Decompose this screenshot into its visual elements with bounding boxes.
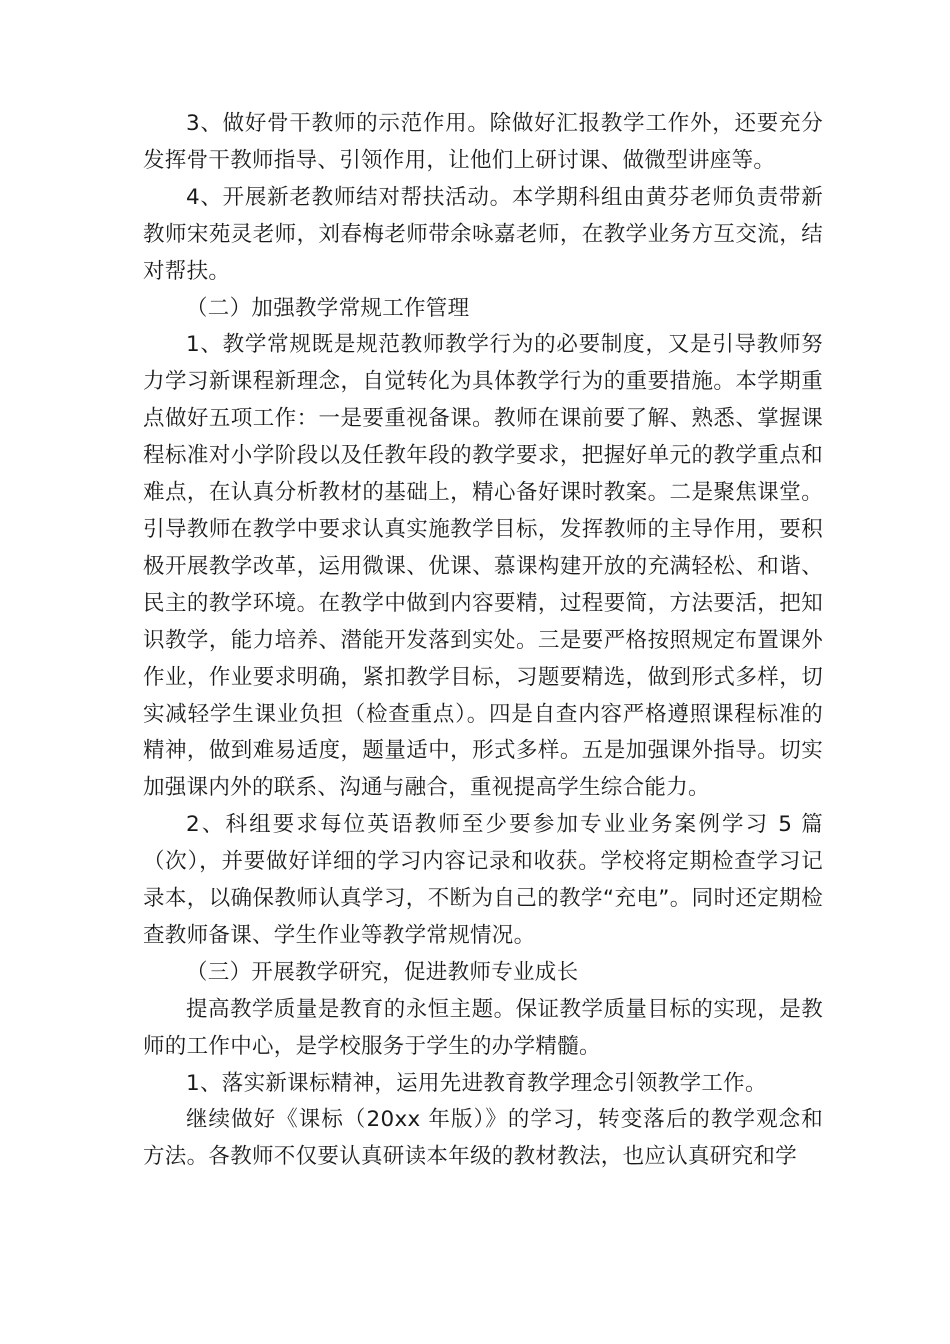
- section-heading-teaching-research: （三）开展教学研究，促进教师专业成长: [186, 959, 579, 985]
- section-heading-teaching-routine: （二）加强教学常规工作管理: [186, 295, 470, 321]
- paragraph-teaching-routine-1: 1、教学常规既是规范教师教学行为的必要制度，又是引导教师努力学习新课程新理念，自觉转化为具体教学行为的重要措施。本学期重点做好五项工作：一是要重视备课。教师在课前要了解、熟悉、掌握课程标准对小学阶段以及任教年段的教学要求，把握好单元的教学重点和难点，在认真分析教材的基础上，精心备好课时教案。二是聚焦课堂。引导教师在教学中要求认真实施教学目标，发挥教师的主导作用，要积极开展教学改革，运用微课、优课、慕课构建开放的充满轻松、和谐、民主的教学环境。在教学中做到内容要精，过程要简，方法要活，把知识教学，能力培养、潜能开发落到实处。三是要严格按照规定布置课外作业，作业要求明确，紧扣教学目标，习题要精选，做到形式多样，切实减轻学生课业负担（检查重点）。四是自查内容严格遵照课程标准的精神，做到难易适度，题量适中，形式多样。五是加强课外指导。切实加强课内外的联系、沟通与融合，重视提高学生综合能力。: [143, 332, 823, 801]
- paragraph-teaching-quality: 提高教学质量是教育的永恒主题。保证教学质量目标的实现，是教师的工作中心，是学校服务于学生的办学精髓。: [143, 996, 823, 1059]
- document-body: [143, 106, 823, 1176]
- paragraph-new-curriculum: 1、落实新课标精神，运用先进教育教学理念引领教学工作。: [186, 1070, 767, 1096]
- paragraph-mentoring: 4、开展新老教师结对帮扶活动。本学期科组由黄芬老师负责带新教师宋苑灵老师，刘春梅老师带余咏嘉老师，在教学业务方互交流，结对帮扶。: [143, 184, 823, 284]
- paragraph-teaching-routine-2: 2、科组要求每位英语教师至少要参加专业业务案例学习 5 篇（次），并要做好详细的学习内容记录和收获。学校将定期检查学习记录本，以确保教师认真学习，不断为自己的教学“充电”。同时还定期检查教师备课、学生作业等教学常规情况。: [143, 812, 823, 948]
- paragraph-backbone-teachers: 3、做好骨干教师的示范作用。除做好汇报教学工作外，还要充分发挥骨干教师指导、引领作用，让他们上研讨课、做微型讲座等。: [143, 111, 823, 173]
- paragraph-curriculum-study: 继续做好《课标（20xx 年版）》的学习，转变落后的教学观念和方法。各教师不仅要认真研读本年级的教材教法，也应认真研究和学: [143, 1107, 823, 1170]
